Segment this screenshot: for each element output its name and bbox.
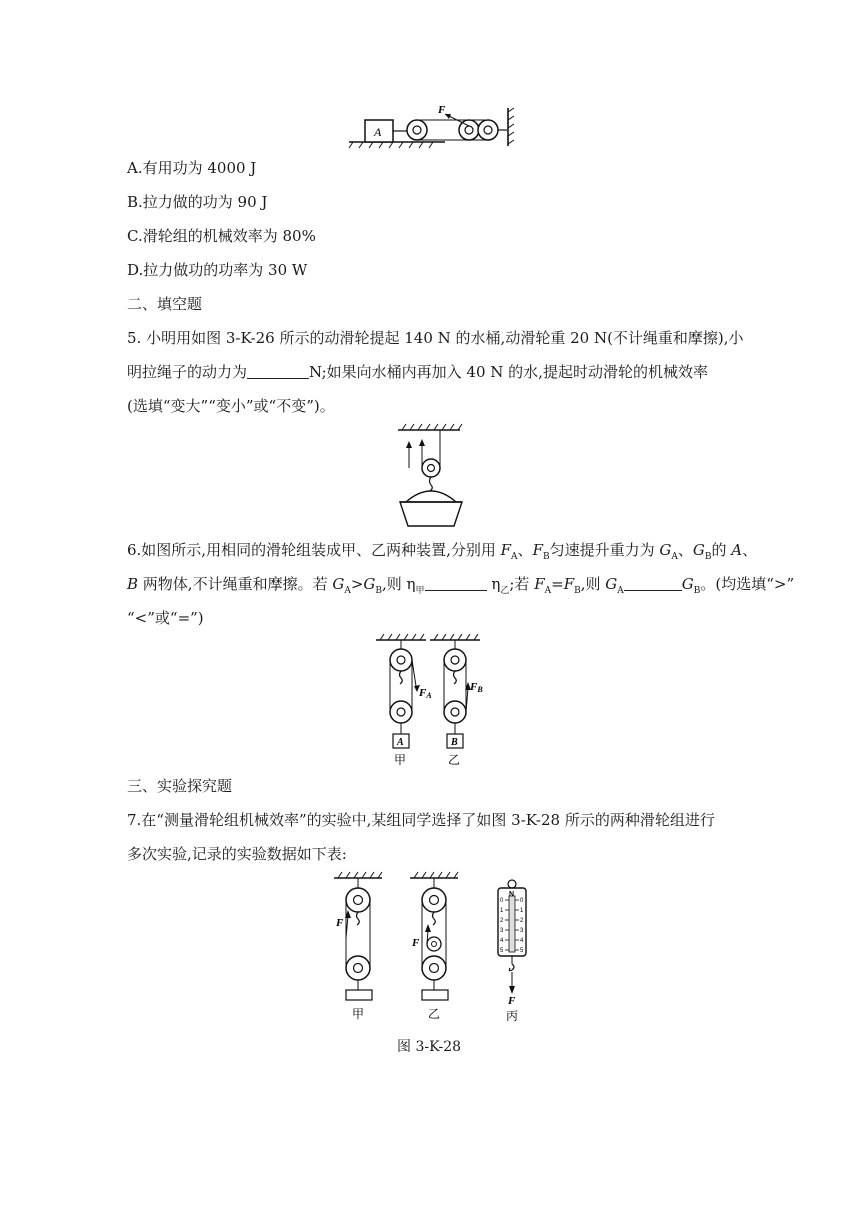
q6-g-sub: B	[693, 586, 701, 596]
q6-g: G	[605, 575, 618, 593]
q6-fa: F	[500, 541, 512, 559]
fig-fa: F	[419, 687, 427, 699]
q6-gb-sub: B	[704, 552, 712, 562]
q6-ga-sub: A	[671, 552, 678, 562]
q5-line-1: 5. 小明用如图 3-K-26 所示的动滑轮提起 140 N 的水桶,动滑轮重 20 N(不计绳重和摩擦),小	[127, 329, 744, 347]
q6-text: 的	[711, 541, 732, 559]
section-heading-experiment: 三、实验探究题	[127, 777, 233, 795]
block-a-label: A	[374, 125, 382, 139]
fig-label-jia: 甲	[394, 753, 407, 767]
scale-tick-left: 1	[500, 908, 504, 914]
exp-label-bing: 丙	[506, 1009, 519, 1023]
exp-label-yi: 乙	[428, 1007, 441, 1021]
scale-tick-right: 4	[520, 938, 524, 944]
q6-eta: η	[491, 575, 501, 593]
fig-block-b: B	[451, 737, 458, 748]
scale-tick-right: 5	[520, 948, 524, 954]
q5-line-2	[127, 362, 708, 382]
scale-unit: N	[509, 891, 515, 898]
q6-line-1	[127, 540, 757, 567]
q6-cond: G	[363, 575, 376, 593]
svg-text:FB	[469, 681, 483, 694]
svg-text:FA	[418, 687, 432, 700]
q6-text: 。(均选填“>”	[700, 575, 795, 593]
q6-op: >	[350, 575, 364, 593]
movable-pulley-bucket-figure	[392, 422, 464, 530]
scale-tick-left: 0	[500, 898, 504, 904]
q6-eta-sub: 甲	[415, 586, 425, 596]
q7-line-1: 7.在“测量滑轮组机械效率”的实验中,某组同学选择了如图 3-K-28 所示的两种滑轮组进行	[127, 811, 715, 829]
q6-sep: 、	[677, 541, 693, 559]
q6-sep: 、	[517, 541, 533, 559]
scale-tick-right: 3	[520, 928, 524, 934]
q6-line-3: “<”或“=”)	[127, 609, 204, 627]
q5-text-b: N;如果向水桶内再加入 40 N 的水,提起时动滑轮的机械效率	[309, 363, 708, 381]
q6-line-2	[127, 574, 794, 601]
q6-text: ;若	[509, 575, 535, 593]
q5-text-a: 明拉绳子的动力为	[127, 363, 248, 381]
q6-eta-sub: 乙	[500, 586, 510, 596]
fig-fb-sub: B	[477, 685, 483, 694]
force-f-label: F	[438, 104, 446, 116]
q6-cond-sub: A	[344, 586, 351, 596]
scale-tick-left: 2	[500, 918, 504, 924]
fig-label-yi: 乙	[448, 753, 461, 767]
q5-blank-1[interactable]	[247, 364, 309, 379]
q6-fb: F	[532, 541, 543, 559]
q6-text: 6.如图所示,用相同的滑轮组装成甲、乙两种装置,分别用	[127, 541, 501, 559]
q6-blank-1[interactable]	[425, 576, 487, 591]
figure-caption: 图 3-K-28	[397, 1039, 462, 1055]
exp-label-jia: 甲	[352, 1007, 365, 1021]
experiment-pulley-figure	[326, 868, 546, 1028]
q5-line-3: (选填“变大”“变小”或“不变”)。	[127, 397, 335, 415]
scale-tick-right: 2	[520, 918, 524, 924]
q6-g: G	[681, 575, 694, 593]
q6-b: B	[127, 575, 139, 593]
q6-cond: G	[332, 575, 345, 593]
scale-f-label: F	[508, 995, 516, 1007]
q6-text: 、	[742, 541, 758, 559]
q6-ga: G	[659, 541, 672, 559]
fig-block-a: A	[397, 737, 404, 748]
exp-f-label-jia: F	[336, 917, 344, 929]
q6-fb-sub: B	[542, 552, 550, 562]
q6-fa-sub: A	[511, 552, 518, 562]
q6-cond: F	[563, 575, 575, 593]
q6-cond-sub: B	[574, 586, 581, 596]
experiment-setup-jia	[334, 872, 382, 1021]
q6-text: ,则 η	[382, 575, 416, 593]
scale-tick-left: 4	[500, 938, 504, 944]
scale-tick-right: 0	[520, 898, 524, 904]
scale-tick-left: 5	[500, 948, 504, 954]
q6-cond-sub: A	[544, 586, 552, 596]
option-c: C.滑轮组的机械效率为 80%	[127, 227, 316, 245]
spring-scale	[498, 880, 526, 1023]
exp-f-label-yi: F	[412, 937, 420, 949]
option-d: D.拉力做功的功率为 30 W	[127, 261, 308, 279]
q6-cond: F	[534, 575, 545, 593]
experiment-setup-yi	[410, 872, 458, 1021]
q6-blank-2[interactable]	[624, 576, 682, 591]
horizontal-pulley-figure	[345, 100, 520, 150]
q6-text: 两物体,不计绳重和摩擦。若	[138, 575, 333, 593]
q6-gb: G	[692, 541, 705, 559]
q6-a: A	[731, 541, 743, 559]
scale-tick-left: 3	[500, 928, 504, 934]
pulley-groups-figure	[372, 630, 488, 770]
fig-fb: F	[470, 681, 478, 693]
pulley-setup-yi	[430, 634, 483, 767]
q6-op: =	[551, 575, 564, 593]
option-b: B.拉力做的功为 90 J	[127, 193, 268, 211]
option-a: A.有用功为 4000 J	[127, 159, 257, 177]
scale-tick-right: 1	[520, 908, 524, 914]
q6-cond-sub: B	[375, 586, 383, 596]
q6-g-sub: A	[617, 586, 624, 596]
fig-fa-sub: A	[426, 691, 432, 700]
q7-line-2: 多次实验,记录的实验数据如下表:	[127, 845, 347, 863]
section-heading-fill-in: 二、填空题	[127, 295, 203, 313]
q6-text: 匀速提升重力为	[549, 541, 660, 559]
q6-text: ,则	[580, 575, 606, 593]
pulley-setup-jia	[376, 634, 432, 767]
